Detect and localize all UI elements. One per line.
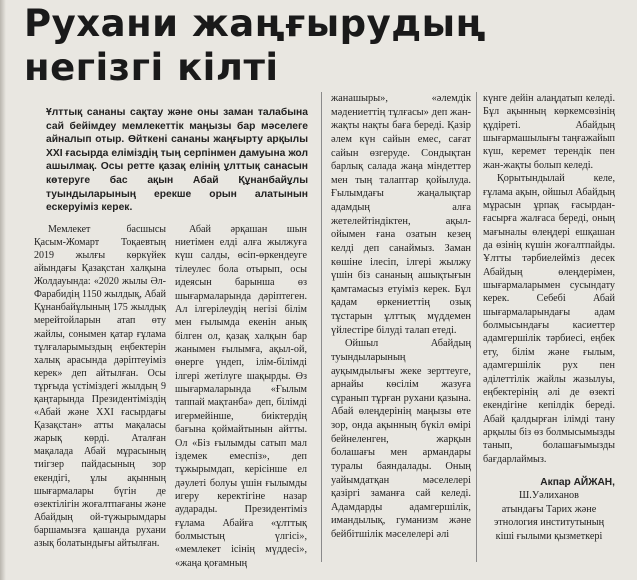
article-column-1	[34, 223, 166, 550]
paragraph: Ойшыл Абайдың туындыларының ауқымдылығы жеке зерттеуге, арнайы көсілім жазуға сұранып тұрған рухани қазына. Абай өлеңдерінің маңызы өте зор, онда ақынның бүкіл өмірі бейнеленген, жарқын болашағы мен армандары туралы баяндалады. Оның уайымдатқан мәселелері қазіргі заманға сай келеді. Адамдарды адамгершілік, имандылық, гуманизм және бейбітшілік мәселелері әлі	[331, 338, 471, 540]
article-lead: Ұлттық сананы сақтау және оны заман талабына сай бейімдеу мемлекеттік маңызы бар мәселеге айналып отыр. Өйткені сананы жаңғырту арқылы XXI ғасырда еліміздің тың серпінмен дамуына жол ашылмақ. Осы ретте қазақ елінің ұлттық санасын көтеруге бас ақын Абай Құнанбайұлы туындыларының ерекше орын алатынын ескеруіміз керек.	[46, 107, 308, 214]
headline-line-1: Рухани жаңғырудың	[24, 2, 486, 45]
paragraph: Мемлекет басшысы Қасым-Жомарт Тоқаевтың 2019 жылғы көркүйек айындағы Қазақстан халқына Жолдауында: «2020 жылы Әл-Фарабидің 1150 жылдық, Абай Құнанбайұлының 175 жылдық мерейтойларын атап өту жайлы, сонымен қатар ғұлама тұлғаларымыздың еңбектерін халық арасында дәріптеуіміз керек» деп айтылған. Осы тұрғыда үстіміздегі жылдың 9 қаңтарында Президентіміздің «Абай және XXI ғасырдағы Қазақстан» атты мақаласы жарық көрді. Аталған мақалада Абай мұрасының тиігзер пайдасының зор екендігі, ұлы ақынның шығармалары бүгін де өзектілігін жоғалтпағаны және Абайдың ой-түжырымдары баршамызға қашанда рухани азық болатындығы айтылған.	[34, 223, 166, 549]
article-column-3	[331, 92, 471, 542]
paragraph: жанашыры», «әлемдік мәдениеттің тұлғасы» деп жан-жақты нақты баға береді. Қазір әлем күн сайын емес, сағат сайын өзгеруде. Сондықтан барлық салада жаңа міндеттер мен тың талаптар қойылуда. Ғылымдағы жаңалықтар адамдың алға жетелейтіндіктен, ақыл-ойымен ғана озатын кезең келді деп санаймыз. Заман көшіне ілесіп, ілгері жылжу үшін біз сананың ашықтығын қамтамасыз етуіміз керек. Бұл қадам өркениеттің озық тұстарын ұлттық мүддемен үйлестіре білуді талап етеді.	[331, 93, 471, 336]
paragraph: Қорытындылай келе, ғұлама ақын, ойшыл Абайдың мұрасын ұрпақ ғасырдан-ғасырға жалғаса береді, оның мағыналы өлеңдері ешқашан да өзінің күшін жоғалтпайды. Ұлтты тәрбиелейміз десек Абайдың өлеңдерімен, шығармаларымен сусындату керек. Себебі Абай шығармаларындағы адам болмысындағы касиеттер адамгершілік тәрбиесі, еңбек ету, білім және ғылым, адамгершілік рух пен әділеттілік жайлы жазылуы, еңбектерінің әлі де өзекті екендігіне кепілдік береді. Абай қалдырған ілімді тану арқылы біз өз болмысымызды танып, болашағымызды бағдарлаймыз.	[483, 173, 615, 465]
author-affiliation: этнология институтының	[493, 517, 605, 529]
column-divider	[476, 92, 477, 562]
column-divider	[321, 92, 322, 562]
paragraph: күнге дейін алаңдатып келеді. Бұл ақынның көркемсөзінің құдіреті. Абайдың шығармашылығы таңғажайып күш, керемет терендік пен жан-жақты болып келеді.	[483, 93, 615, 171]
author-affiliation: атындағы Тарих және	[501, 503, 597, 515]
article-column-4	[483, 92, 615, 543]
author-affiliation: кіші ғылыми қызметкері	[495, 530, 603, 542]
article-headline	[24, 2, 624, 90]
article-column-2	[175, 223, 307, 570]
author-affiliation: Ш.Уәлиханов	[519, 490, 579, 502]
author-name: Акпар АЙЖАН,	[540, 477, 615, 489]
page-edge-shadow	[0, 0, 6, 580]
paragraph: Абай әрқашан шын ниетімен елді алға жылжуға күш салды, өсіп-өркендеуге тілеулес бола отырып, осы идеясын барынша өз шығармаларында дәріптеген. Ал ілгерілеудің негізі білім мен ғылымда екенін анық білген ол, қазақ халқын бар жанымен ғылымға, ақыл-ой, өнерге үндеп, ілім-білімді ілгері жетілуге шақырды. Өз шығармаларында «Ғылым таппай мақтанба» деп, білімді игермейінше, биіктердің бағына қоймайтынын айтты. Ол «Біз ғылымды сатып мал іздемек емеспіз», деп тұжырымдап, керісінше ел дәулеті болуы үшін ғылымды игеру керектігіне назар аударады. Президентіміз ғұлама Абайға «ұлттық болмыстың үлгісі», «мемлекет ісінің мүддесі», «жаңа қоғамның	[175, 223, 307, 569]
headline-line-2: негізгі кілті	[24, 46, 279, 89]
author-signature	[483, 476, 615, 543]
